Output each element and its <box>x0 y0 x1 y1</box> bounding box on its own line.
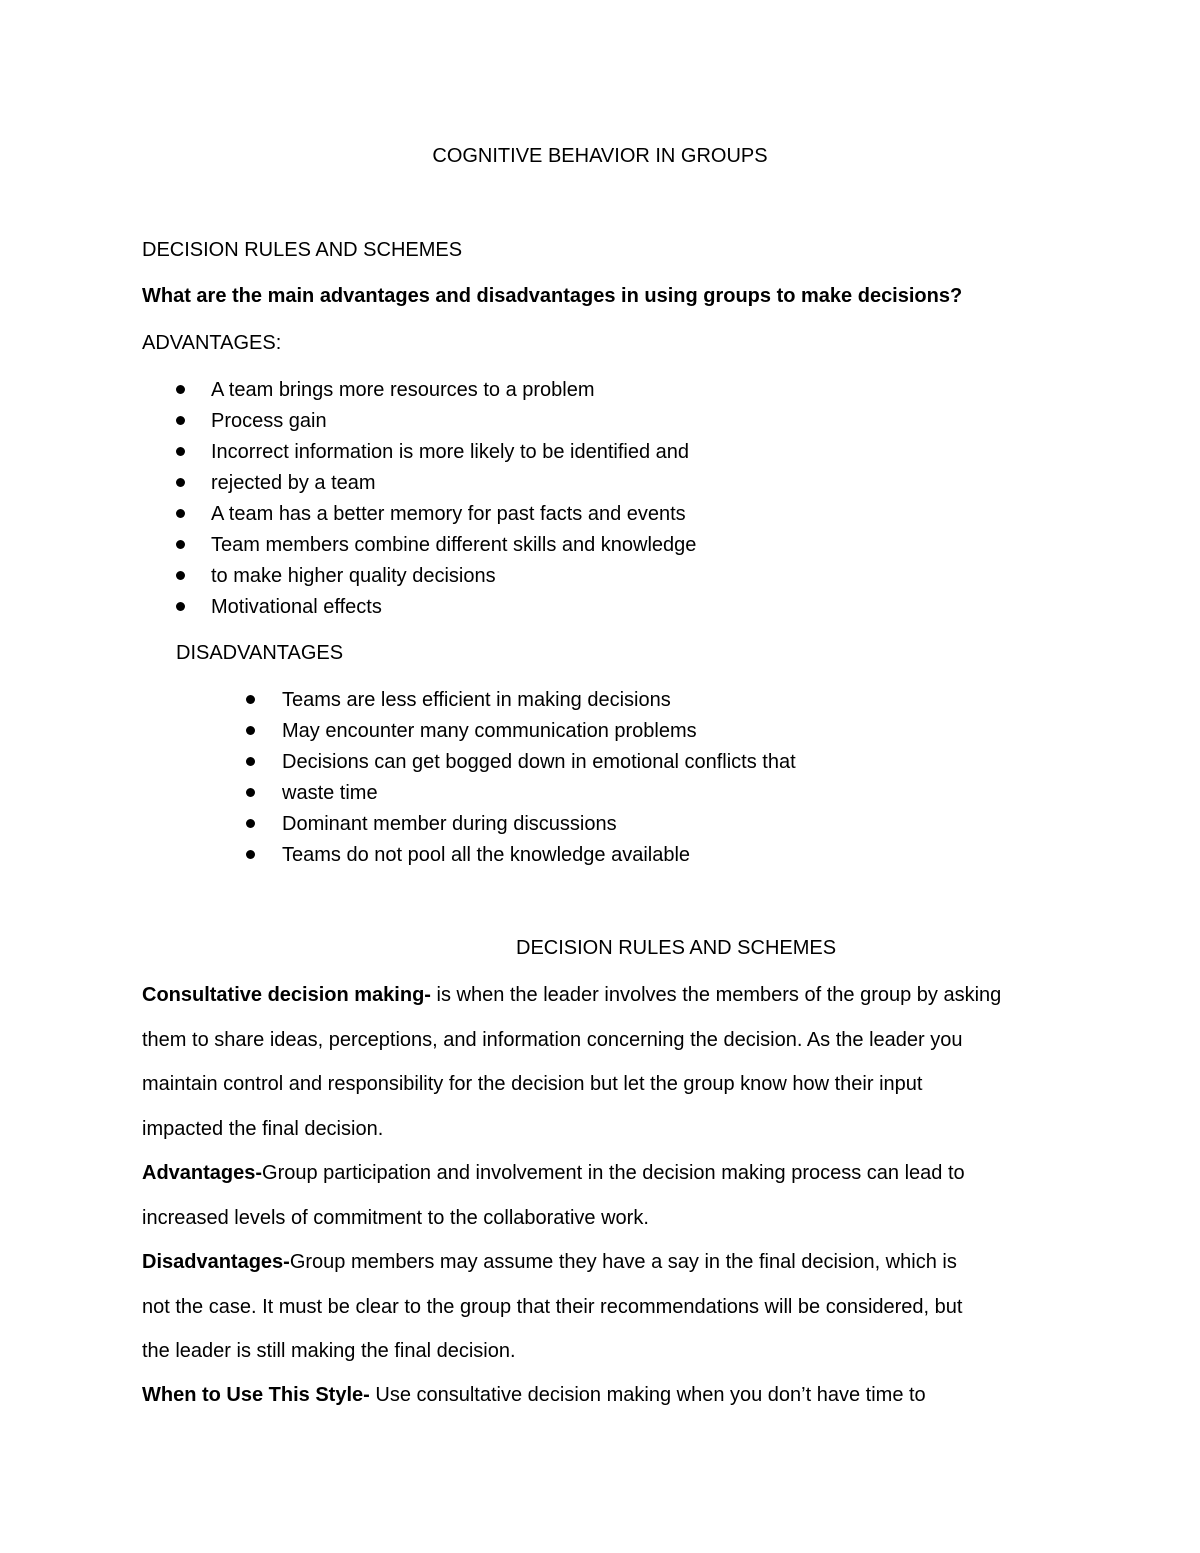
advantages-lead: Advantages- <box>142 1162 263 1184</box>
advantages-paragraph: Advantages-Group participation and involvement in the decision making process can lead to increased levels of commitment to the collaborative work. <box>142 1162 965 1229</box>
question-text: What are the main advantages and disadvantages in using groups to make decisions? <box>142 285 963 307</box>
list-item: May encounter many communication problems <box>244 719 796 750</box>
bullet-icon <box>246 819 255 828</box>
consultative-lead: Consultative decision making- <box>142 984 431 1006</box>
list-item: Dominant member during discussions <box>244 812 796 843</box>
bullet-icon <box>246 695 255 704</box>
list-item: Teams do not pool all the knowledge available <box>244 843 796 874</box>
bullet-icon <box>246 850 255 859</box>
bullet-icon <box>246 788 255 797</box>
bullet-icon <box>246 757 255 766</box>
list-item: Incorrect information is more likely to be identified and <box>174 440 696 471</box>
bullet-icon <box>246 726 255 735</box>
list-item: Motivational effects <box>174 595 696 626</box>
when-to-use-lead: When to Use This Style- <box>142 1384 370 1406</box>
list-item: A team has a better memory for past facts and events <box>174 502 696 533</box>
bullet-icon <box>176 416 185 425</box>
disadvantages-heading: DISADVANTAGES <box>176 642 344 664</box>
list-item: A team brings more resources to a problem <box>174 378 696 409</box>
list-item: Decisions can get bogged down in emotional conflicts that <box>244 750 796 781</box>
bullet-icon <box>176 602 185 611</box>
bullet-icon <box>176 478 185 487</box>
advantages-list <box>174 378 696 626</box>
bullet-icon <box>176 509 185 518</box>
bullet-icon <box>176 385 185 394</box>
bullet-icon <box>176 540 185 549</box>
list-item: Process gain <box>174 409 696 440</box>
list-item: waste time <box>244 781 796 812</box>
section-heading-decision-rules: DECISION RULES AND SCHEMES <box>142 239 463 261</box>
section-heading-decision-rules-2: DECISION RULES AND SCHEMES <box>516 937 837 959</box>
document-title: COGNITIVE BEHAVIOR IN GROUPS <box>432 145 768 167</box>
list-item: Teams are less efficient in making decisions <box>244 688 796 719</box>
consultative-paragraph: Consultative decision making- is when the leader involves the members of the group by asking them to share ideas, perceptions, and information concerning the decision. As the leader you maintain control and responsibility for the decision but let the group know how their input impacted the final decision. <box>142 984 1002 1140</box>
list-item: rejected by a team <box>174 471 696 502</box>
bullet-icon <box>176 447 185 456</box>
bullet-icon <box>176 571 185 580</box>
list-item: to make higher quality decisions <box>174 564 696 595</box>
disadvantages-paragraph: Disadvantages-Group members may assume they have a say in the final decision, which is not the case. It must be clear to the group that their recommendations will be considered, but the leader is still making the final decision. <box>142 1251 963 1362</box>
list-item: Team members combine different skills and knowledge <box>174 533 696 564</box>
advantages-heading: ADVANTAGES: <box>142 332 282 354</box>
disadvantages-lead: Disadvantages- <box>142 1251 290 1273</box>
when-to-use-paragraph: When to Use This Style- Use consultative decision making when you don’t have time to <box>142 1384 926 1406</box>
disadvantages-list <box>244 688 796 874</box>
